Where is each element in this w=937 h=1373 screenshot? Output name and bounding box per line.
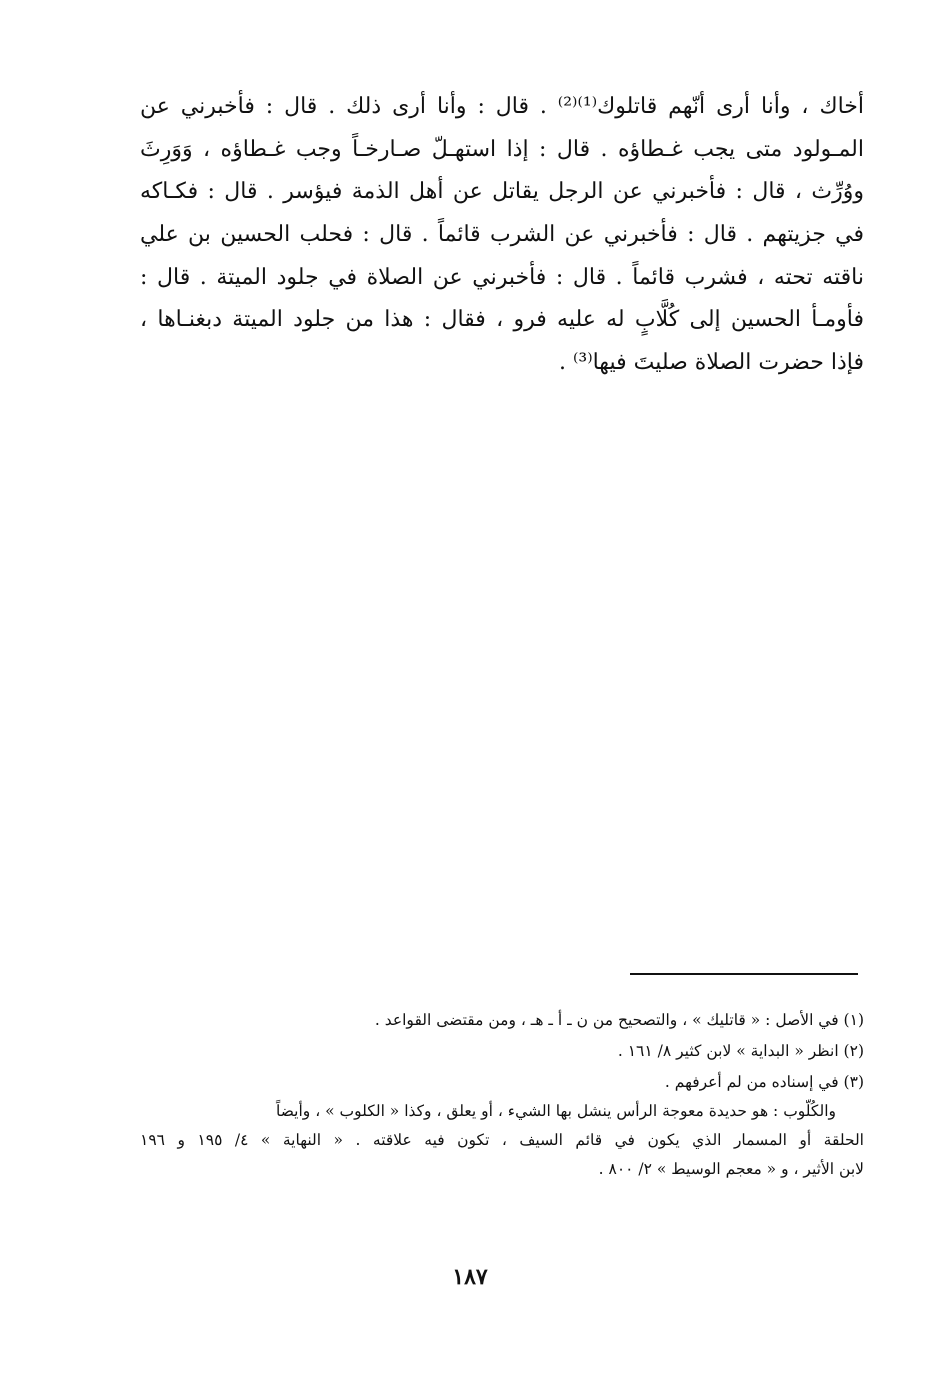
main-text-line: في جزيتهم . قال : فأخبرني عن الشرب قائماً . قال : فحلب الحسين بن علي (140, 222, 864, 248)
main-text-line: فإذا حضرت الصلاة صليتَ فيها⁽³⁾ . (558, 350, 864, 376)
page-number: ١٨٧ (452, 1264, 488, 1290)
main-text-block (140, 86, 864, 385)
footnote-2: (٢) انظر « البداية » لابن كثير ٨/ ١٦١ . (617, 1042, 864, 1060)
footnote-separator (630, 973, 858, 975)
footnote-3-continuation: والكُلّوب : هو حديدة معوجة الرأس ينشل بها الشيء ، أو يعلق ، وكذا « الكلوب » ، وأيضاً (276, 1102, 836, 1120)
footnotes-block (140, 1006, 864, 1184)
main-text-line: فأومـأ الحسين إلى كُلَّابٍ له عليه فرو ، فقال : هذا من جلود الميتة دبغنـاها ، (140, 307, 864, 333)
footnote-3-continuation: لابن الأثير ، و « معجم الوسيط » ٢/ ٨٠٠ . (598, 1160, 864, 1178)
footnote-3-continuation: الحلقة أو المسمار الذي يكون في قائم السيف ، تكون فيه علاقته . « النهاية » ٤/ ١٩٥ و ١٩٦ (140, 1131, 864, 1149)
main-text-line: ووُرِّث ، قال : فأخبرني عن الرجل يقاتل عن أهل الذمة فيؤسر . قال : فكـاكه (140, 179, 864, 205)
footnote-3: (٣) في إسناده من لم أعرفهم . (664, 1073, 864, 1091)
footnote-1: (١) في الأصل : « قاتليك » ، والتصحيح من ن ـ أ ـ هـ ، ومن مقتضى القواعد . (374, 1011, 864, 1029)
main-text-line: أخاك ، وأنا أرى أنّهم قاتلوك⁽¹⁾⁽²⁾ . قال : وأنا أرى ذلك . قال : فأخبرني عن (140, 94, 864, 119)
main-text-line: المـولود متى يجب غـطاؤه . قال : إذا استهـلّ صـارخـاً وجب غـطاؤه ، وَوَرِثَ (140, 136, 864, 162)
main-text-line: ناقته تحته ، فشرب قائماً . قال : فأخبرني عن الصلاة في جلود الميتة . قال : (140, 264, 864, 290)
